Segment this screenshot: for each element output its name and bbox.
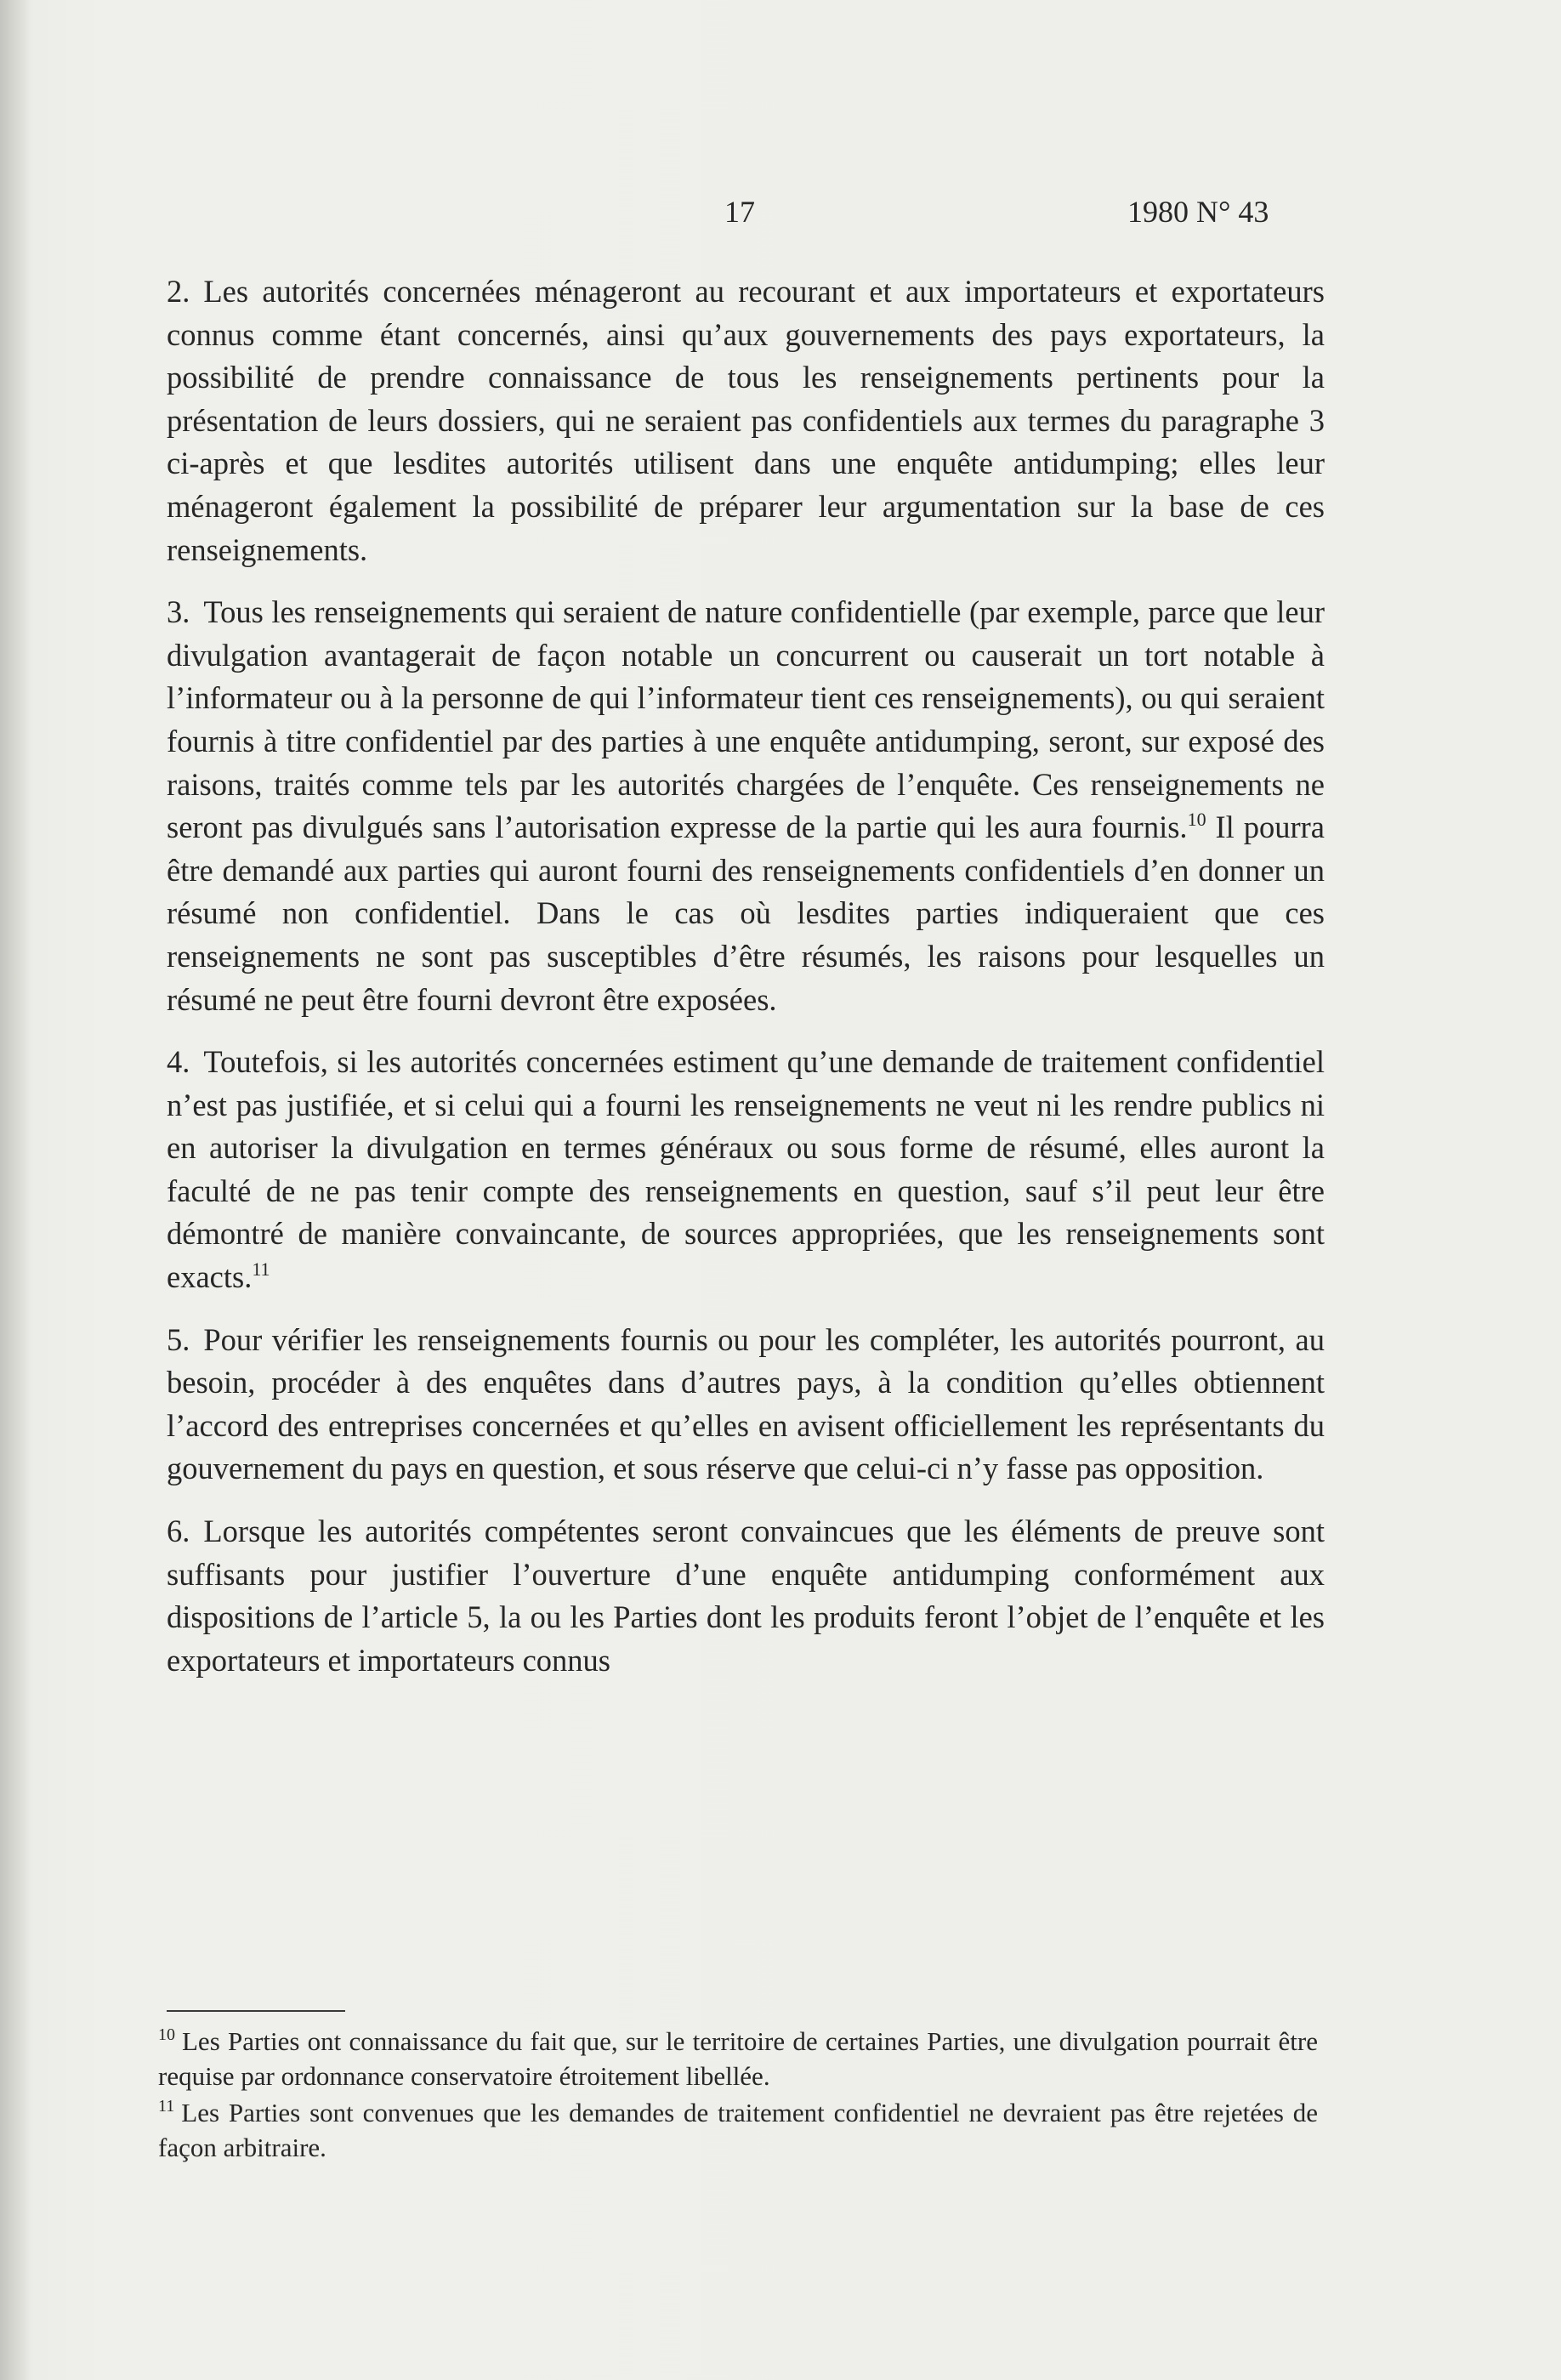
- paragraph-text: Lorsque les autorités compétentes seront convaincues que les éléments de preuve sont suffisants pour justifier l’ouverture d’une enquête antidumping conformément aux dispositions de l’article 5, la ou les Parties dont les produits feront l’objet de l’enquête et les exportateurs et importateurs connus: [167, 1514, 1325, 1678]
- footnote-reference: 11: [252, 1258, 270, 1281]
- paragraph-text: Toutefois, si les autorités concernées estiment qu’une demande de traitement confidentiel n’est pas justifiée, et si celui qui a fourni les renseignements ne veut ni les rendre publics ni en autoriser la divulgation en termes généraux ou sous forme de résumé, elles auront la faculté de ne pas tenir compte des renseignements en question, sauf s’il peut leur être démontré de manière convaincante, de sources appropriées, que les renseignements sont exacts.: [167, 1044, 1325, 1295]
- paragraph-3: [167, 591, 1325, 1021]
- paragraph-text: Les autorités concernées ménageront au recourant et aux importateurs et exportateurs connus comme étant concernés, ainsi qu’aux gouvernements des pays exportateurs, la possibilité de prendre connaissance de tous les renseignements pertinents pour la présentation de leurs dossiers, qui ne seraient pas confidentiels aux termes du paragraphe 3 ci-après et que lesdites autorités utilisent dans une enquête antidumping; elles leur ménageront également la possibilité de préparer leur argumentation sur la base de ces renseignements.: [167, 274, 1325, 567]
- paragraph-text: Pour vérifier les renseignements fournis ou pour les compléter, les autorités pourront, au besoin, procéder à des enquêtes dans d’autres pays, à la condition qu’elles obtiennent l’accord des entreprises concernées et qu’elles en avisent officiellement les représentants du gouvernement du pays en question, et sous réserve que celui-ci n’y fasse pas opposition.: [167, 1321, 1325, 1486]
- footnote-text: Les Parties sont convenues que les demandes de traitement confidentiel ne devraient pas être rejetées de façon arbitraire.: [158, 2098, 1318, 2162]
- paragraph-text-continued: Il pourra être demandé aux parties qui auront fourni des renseignements confidentiels d’en donner un résumé non confidentiel. Dans le cas où lesdites parties indiqueraient que ces renseignements ne sont pas susceptibles d’être résumés, les raisons pour lesquelles un résumé ne peut être fourni devront être exposées.: [167, 809, 1325, 1017]
- footnote-divider: [167, 2010, 345, 2012]
- footnote-10: [158, 2024, 1318, 2093]
- paragraph-number: 5.: [167, 1321, 190, 1357]
- binding-gutter: [0, 0, 29, 2380]
- page-number: 17: [724, 195, 755, 229]
- paragraph-4: [167, 1041, 1325, 1299]
- paragraph-5: [167, 1319, 1325, 1491]
- page-header: [0, 194, 1561, 245]
- footnote-text: Les Parties ont connaissance du fait que, sur le territoire de certaines Parties, une divulgation pourrait être requise par ordonnance conservatoire étroitement libellée.: [158, 2026, 1318, 2091]
- document-reference: 1980 N° 43: [1127, 195, 1269, 229]
- paragraph-number: 3.: [167, 594, 190, 630]
- footnote-number: 11: [158, 2097, 175, 2116]
- paragraph-number: 6.: [167, 1514, 190, 1549]
- paragraph-6: [167, 1510, 1325, 1682]
- footnote-11: [158, 2095, 1318, 2165]
- footnotes: [158, 2024, 1318, 2167]
- paragraph-text: Tous les renseignements qui seraient de nature confidentielle (par exemple, parce que leur divulgation avantagerait de façon notable un concurrent ou causerait un tort notable à l’informateur ou à la personne de qui l’informateur tient ces renseignements), ou qui seraient fournis à titre confidentiel par des parties à une enquête antidumping, seront, sur exposé des raisons, traités comme tels par les autorités chargées de l’enquête. Ces renseignements ne seront pas divulgués sans l’autorisation expresse de la partie qui les aura fournis.: [167, 594, 1325, 845]
- paragraph-number: 4.: [167, 1044, 190, 1080]
- footnote-number: 10: [158, 2025, 175, 2044]
- footnote-reference: 10: [1187, 809, 1206, 831]
- paragraph-2: [167, 270, 1325, 571]
- body-text: [167, 270, 1325, 1701]
- paragraph-number: 2.: [167, 274, 190, 309]
